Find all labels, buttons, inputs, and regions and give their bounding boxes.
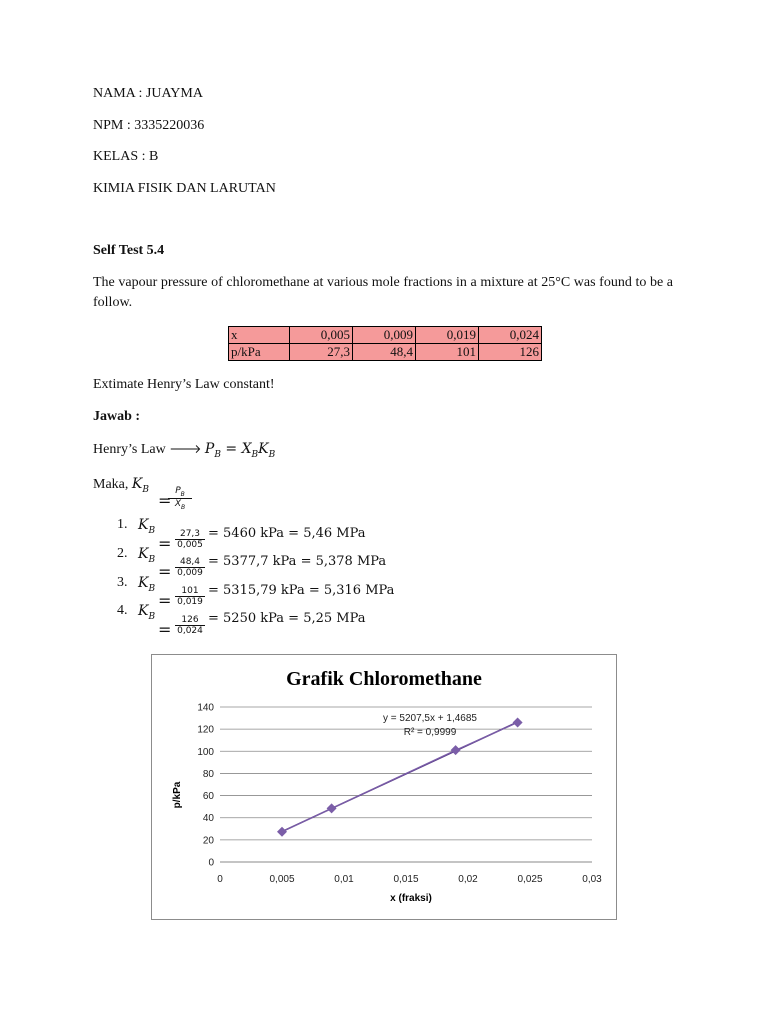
step-denominator: 0,005 xyxy=(177,540,203,550)
y-tick-label: 20 xyxy=(202,835,214,847)
data-point xyxy=(277,827,287,837)
maka-kb: $K_B$ xyxy=(131,476,149,495)
henry-law-formula: $P_B = X_BK_B$ xyxy=(204,441,276,460)
henry-law-label: Henry’s Law xyxy=(93,442,166,457)
maka-label: Maka, xyxy=(93,477,129,492)
trend-r2: R² = 0,9999 xyxy=(403,727,457,738)
table-cell: 101 xyxy=(416,344,479,361)
arrow-icon: 🡒 xyxy=(169,442,202,456)
problem-text: The vapour pressure of chloromethane at various mole fractions in a mixture at 25°C was found to be a follow. xyxy=(93,275,673,310)
table-row xyxy=(229,344,542,361)
step-result: = 5315,79 kPa = 5,316 MPa xyxy=(208,583,395,598)
table-cell: 48,4 xyxy=(353,344,416,361)
step-numerator: 126 xyxy=(175,615,205,626)
maka-fraction: $\frac{P_B}{X_B}$ xyxy=(168,486,192,511)
step-eq-sign: = xyxy=(158,591,172,610)
series-line xyxy=(456,723,518,751)
table-cell: p/kPa xyxy=(229,344,290,361)
step-number: 2. xyxy=(117,546,128,561)
table-cell: 0,019 xyxy=(416,327,479,344)
step-numerator: 27,3 xyxy=(175,529,205,540)
x-tick-label: 0,02 xyxy=(458,874,478,885)
step-fraction xyxy=(175,615,205,636)
step-kb: $K_B$ xyxy=(138,575,156,594)
trend-equation: y = 5207,5x + 1,4685 xyxy=(383,713,477,724)
step-numerator: 101 xyxy=(175,586,205,597)
table-cell: 0,009 xyxy=(353,327,416,344)
data-point xyxy=(513,718,523,728)
step-number: 4. xyxy=(117,603,128,618)
step-result: = 5377,7 kPa = 5,378 MPa xyxy=(208,554,387,569)
x-tick-label: 0,03 xyxy=(582,874,602,885)
series-line xyxy=(282,808,332,831)
question-text: Extimate Henry’s Law constant! xyxy=(93,377,275,392)
student-npm: NPM : 3335220036 xyxy=(93,118,205,133)
step-number: 3. xyxy=(117,575,128,590)
x-tick-label: 0,015 xyxy=(393,874,419,885)
y-tick-label: 40 xyxy=(202,813,214,825)
step-kb: $K_B$ xyxy=(138,517,156,536)
student-class: KELAS : B xyxy=(93,149,159,164)
table-cell: 27,3 xyxy=(290,344,353,361)
series-line xyxy=(332,750,456,808)
x-tick-label: 0,005 xyxy=(269,874,295,885)
x-axis-label: x (fraksi) xyxy=(390,893,432,904)
table-cell: x xyxy=(229,327,290,344)
data-point xyxy=(451,745,461,755)
table-row xyxy=(229,327,542,344)
x-tick-label: 0,01 xyxy=(334,874,354,885)
data-table xyxy=(228,326,542,361)
y-tick-label: 140 xyxy=(197,702,214,714)
y-tick-label: 100 xyxy=(197,746,214,758)
y-tick-label: 0 xyxy=(208,857,214,869)
step-kb: $K_B$ xyxy=(138,603,156,622)
step-eq-sign: = xyxy=(158,562,172,581)
chart-title: Grafik Chloromethane xyxy=(286,668,482,690)
step-result: = 5250 kPa = 5,25 MPa xyxy=(208,611,366,626)
x-tick-label: 0 xyxy=(217,874,223,885)
y-axis-label: p/kPa xyxy=(172,781,183,809)
step-kb: $K_B$ xyxy=(138,546,156,565)
table-cell: 0,005 xyxy=(290,327,353,344)
step-number: 1. xyxy=(117,517,128,532)
step-fraction xyxy=(175,529,205,550)
table-cell: 126 xyxy=(479,344,542,361)
step-denominator: 0,019 xyxy=(177,597,203,607)
henry-law-line xyxy=(93,441,275,460)
step-denominator: 0,024 xyxy=(177,626,203,636)
chart-container xyxy=(151,654,617,920)
step-numerator: 48,4 xyxy=(175,557,205,568)
step-fraction xyxy=(175,586,205,607)
step-eq-sign: = xyxy=(158,620,172,639)
y-tick-label: 120 xyxy=(197,724,214,736)
step-eq-sign: = xyxy=(158,534,172,553)
student-name: NAMA : JUAYMA xyxy=(93,86,203,101)
maka-line xyxy=(93,476,149,495)
y-tick-label: 80 xyxy=(202,768,214,780)
table-cell: 0,024 xyxy=(479,327,542,344)
data-point xyxy=(327,803,337,813)
problem-title: Self Test 5.4 xyxy=(93,243,165,258)
y-tick-label: 60 xyxy=(202,791,214,803)
step-result: = 5460 kPa = 5,46 MPa xyxy=(208,526,366,541)
course-name: KIMIA FISIK DAN LARUTAN xyxy=(93,181,276,196)
chart-svg xyxy=(152,655,616,919)
maka-eq-sign: = xyxy=(158,491,172,510)
answer-heading: Jawab : xyxy=(93,409,141,424)
step-denominator: 0,009 xyxy=(177,568,203,578)
x-tick-label: 0,025 xyxy=(517,874,543,885)
step-fraction xyxy=(175,557,205,578)
